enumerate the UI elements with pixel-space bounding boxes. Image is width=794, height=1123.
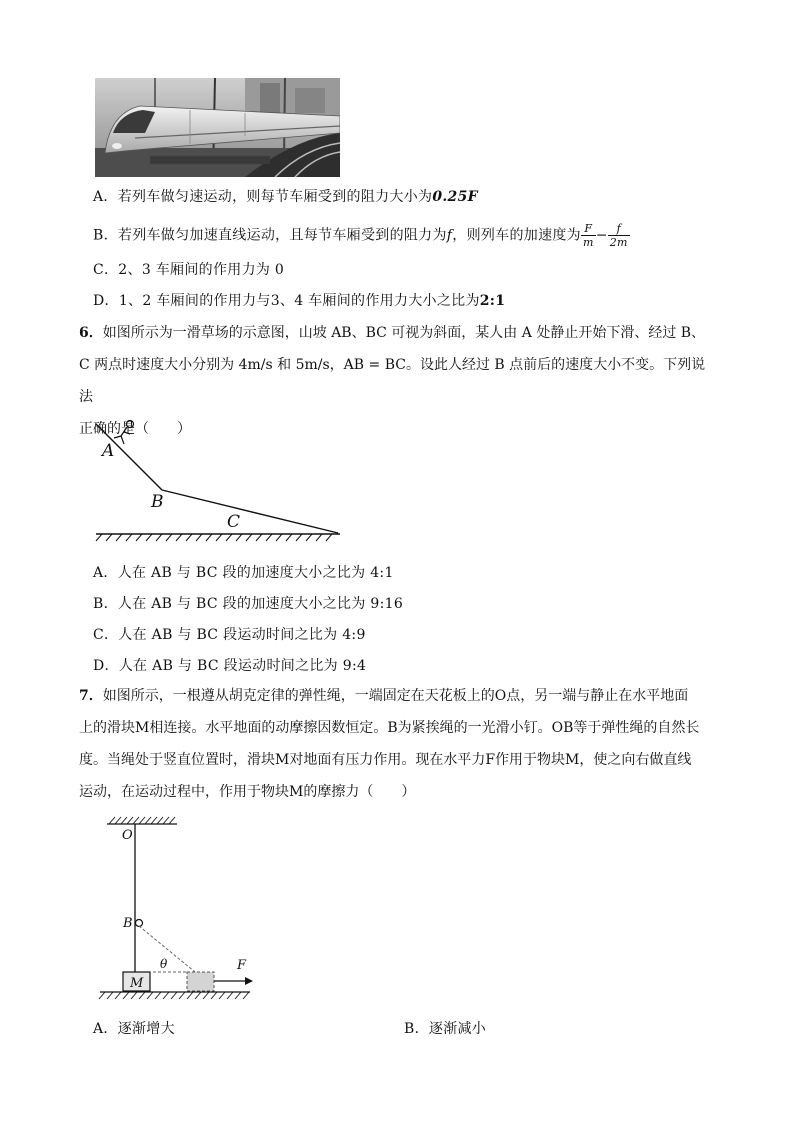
q6-option-c: C．人在 AB 与 BC 段运动时间之比为 4:9: [93, 627, 366, 643]
q7-option-b: B．逐渐减小: [404, 1021, 487, 1037]
label-b: B: [123, 916, 133, 931]
q5-option-a: A．若列车做匀速运动，则每节车厢受到的阻力大小为0.25F: [93, 189, 478, 205]
q5-option-b: B．若列车做匀加速直线运动，且每节车厢受到的阻力为f，则列车的加速度为 $\frac{F}{m}$ − $\frac{f}{2m}$: [93, 222, 628, 249]
person-icon: [114, 421, 134, 445]
label-theta: θ: [160, 957, 168, 971]
slope-bc: [162, 490, 338, 533]
nail-b: [136, 920, 143, 927]
label-c: C: [227, 512, 241, 532]
q6-option-d: D．人在 AB 与 BC 段运动时间之比为 9:4: [93, 658, 367, 674]
slope-diagram: [90, 412, 350, 542]
q5-option-c: C．2、3 车厢间的作用力为 0: [93, 262, 285, 278]
q7-option-a: A．逐渐增大: [93, 1021, 175, 1037]
q7-stem: 7．如图所示，一根遵从胡克定律的弹性绳，一端固定在天花板上的O点，另一端与静止在水平地面 上的滑块M相连接。水平地面的动摩擦因数恒定。B为紧挨绳的一光滑小钉。OB等于弹性绳的自然长 度。当绳处于竖直位置时，滑块M对地面有压力作用。现在水平力F作用于物块M，使之向右做直线 运动，在运动过程中，作用于物块M的摩擦力（ ）: [79, 688, 700, 800]
label-o: O: [122, 828, 133, 843]
fraction-f-over-m: $\frac{F}{m}$: [582, 222, 594, 249]
fraction-f-over-2m: $\frac{f}{2m}$: [609, 222, 628, 249]
q6-option-a: A．人在 AB 与 BC 段的加速度大小之比为 4:1: [93, 565, 394, 581]
block-moved: [187, 972, 214, 991]
q6-option-b: B．人在 AB 与 BC 段的加速度大小之比为 9:16: [93, 596, 404, 612]
label-a: A: [102, 441, 115, 461]
arrow-head: [245, 977, 253, 985]
floor-hatching: [99, 992, 249, 999]
elastic-rope-diagram: [95, 812, 265, 1002]
train-photo: [95, 78, 340, 177]
ceiling-hatching: [109, 817, 175, 824]
label-b: B: [151, 492, 164, 512]
label-m: M: [130, 976, 144, 991]
q5-option-d: D．1、2 车厢间的作用力与3、4 车厢间的作用力大小之比为2:1: [93, 293, 506, 309]
q6-stem: 6．如图所示为一滑草场的示意图，山坡 AB、BC 可视为斜面，某人由 A 处静止开始下滑、经过 B、 C 两点时速度大小分别为 4m/s 和 5m/s，AB = BC。设此人经过 B 点前后的速度大小不变。下列说法 正确的是（ ）: [79, 325, 706, 437]
label-f: F: [237, 958, 247, 973]
ground-hatching: [96, 534, 332, 541]
